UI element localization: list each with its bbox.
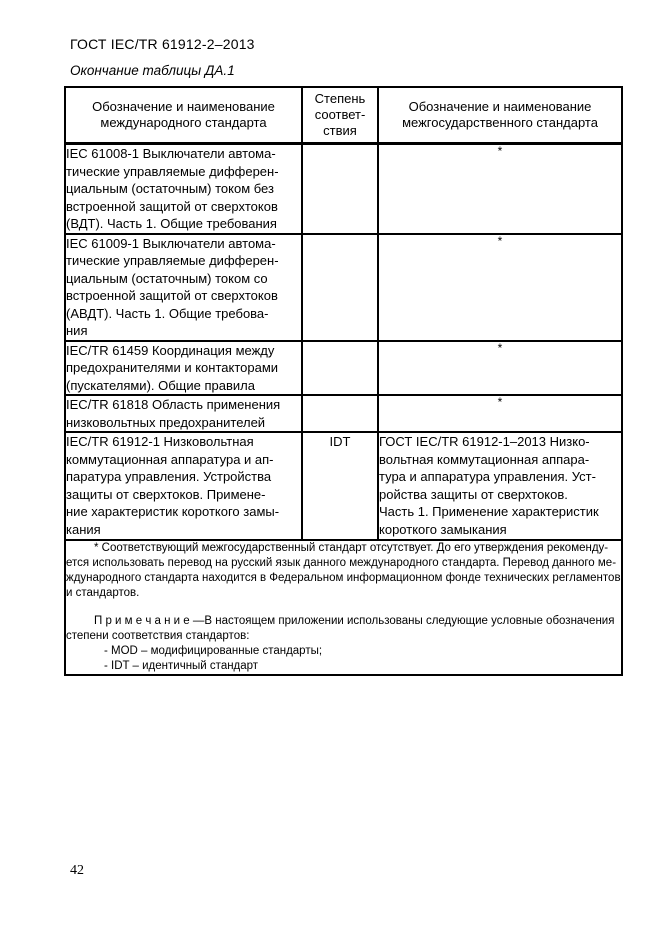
header-intl-standard: Обозначение и наименование международного стандарта: [65, 87, 302, 144]
cell-degree: [302, 144, 378, 234]
cell-intl-standard: IEC/TR 61459 Координация между предохранителями и контакторами (пускателями). Общие правила: [65, 341, 302, 396]
table-row: [65, 234, 622, 341]
note-item-idt: - IDT – идентичный стандарт: [104, 660, 259, 672]
cell-intl-standard: IEC/TR 61912-1 Низковольтная коммутационная аппаратура и ап- паратура управления. Устройства защиты от сверхтоков. Примене- ние характеристик короткого замы- кания: [65, 432, 302, 540]
cell-degree: [302, 341, 378, 396]
cell-intl-standard: IEC 61008-1 Выключатели автома- тические управляемые дифферен- циальным (остаточным) током без встроенной защитой от сверхтоков (ВДТ). Часть 1. Общие требования: [65, 144, 302, 234]
standards-correspondence-table: [64, 86, 623, 676]
cell-degree: [302, 395, 378, 432]
footnote-cell: [65, 540, 622, 675]
table-footnote-row: [65, 540, 622, 675]
cell-gost-standard: *: [378, 341, 622, 396]
table-row: [65, 432, 622, 540]
header-degree: Степень соответ- ствия: [302, 87, 378, 144]
footnote-text: * Соответствующий межгосударственный стандарт отсутствует. До его утверждения рекоменду- ется использовать перевод на русский язык данного международного стандарта. Перевод данного ме- ждународного стандарта находится в Федеральном информационном фонде технических регламентов и стандартов.: [66, 542, 621, 599]
cell-intl-standard: IEC 61009-1 Выключатели автома- тические управляемые дифферен- циальным (остаточным) током со встроенной защитой от сверхтоков (АВДТ). Часть 1. Общие требова- ния: [65, 234, 302, 341]
table-header-row: [65, 87, 622, 144]
table-row: [65, 144, 622, 234]
cell-gost-standard: ГОСТ IEC/TR 61912-1–2013 Низко- вольтная коммутационная аппара- тура и аппаратура управления. Уст- ройства защиты от сверхтоков. Часть 1. Применение характеристик короткого замыкания: [378, 432, 622, 540]
note-intro: П р и м е ч а н и е —В настоящем приложении использованы следующие условные обозначения степени соответствия стандартов:: [66, 615, 615, 642]
cell-intl-standard: IEC/TR 61818 Область применения низковольтных предохранителей: [65, 395, 302, 432]
table-row: [65, 341, 622, 396]
table-caption: Окончание таблицы ДА.1: [70, 63, 235, 78]
cell-degree: [302, 234, 378, 341]
cell-gost-standard: *: [378, 234, 622, 341]
cell-gost-standard: *: [378, 395, 622, 432]
cell-degree: IDT: [302, 432, 378, 540]
page-number: 42: [70, 863, 84, 878]
header-gost-standard: Обозначение и наименование межгосударственного стандарта: [378, 87, 622, 144]
table-row: [65, 395, 622, 432]
cell-gost-standard: *: [378, 144, 622, 234]
note-item-mod: - MOD – модифицированные стандарты;: [104, 645, 323, 657]
doc-code-header: ГОСТ IEC/TR 61912-2–2013: [70, 36, 255, 52]
